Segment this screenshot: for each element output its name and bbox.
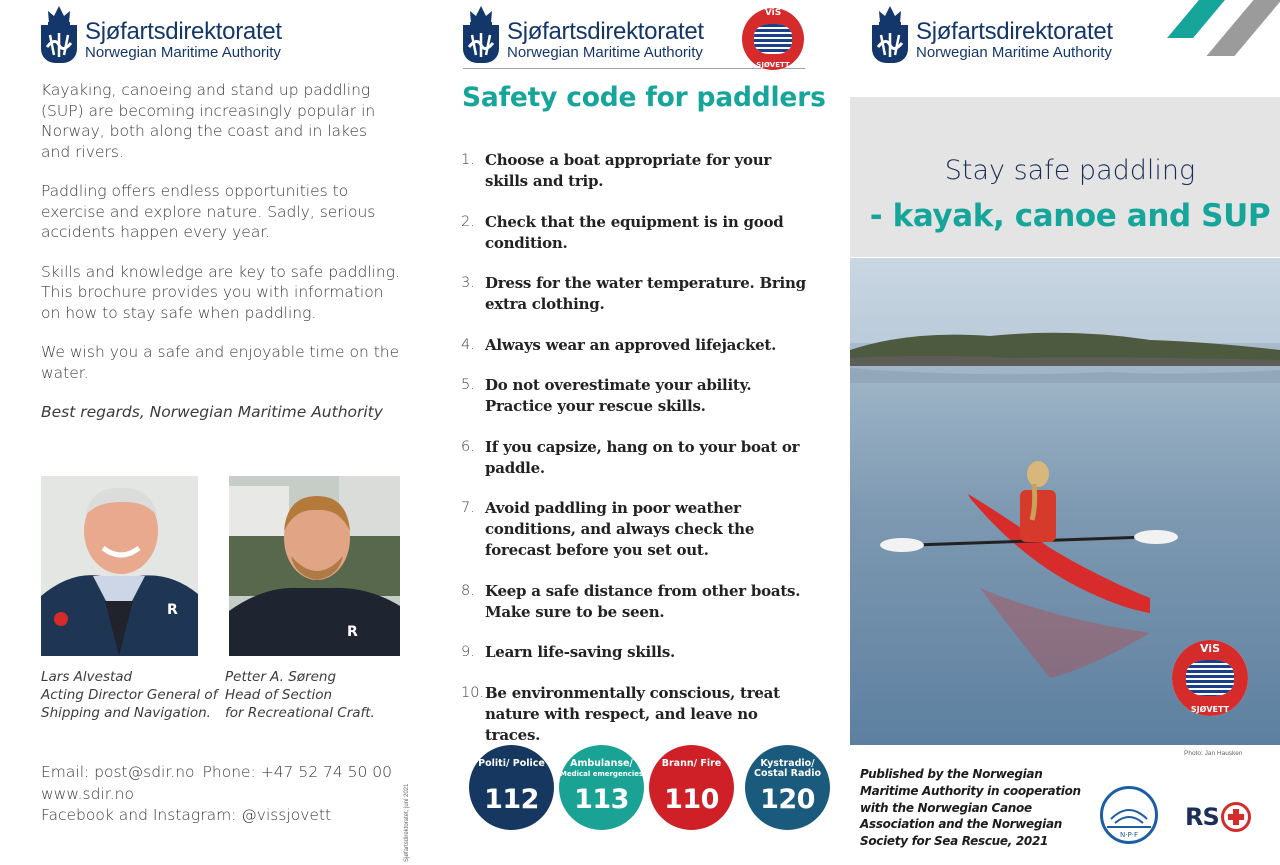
logo-name: Sjøfartsdirektoratet — [85, 18, 282, 45]
item-text: Learn life-saving skills. — [485, 643, 676, 661]
item-number: 4. — [461, 336, 475, 353]
item-text: Choose a boat appropriate for your skills and trip. — [485, 151, 772, 190]
emergency-sublabel: Medical emergencies — [559, 770, 644, 778]
badge-bottom-text: SJØVETT — [756, 61, 790, 69]
print-note: Sjøfartsdirektoratet, juni 2021 — [404, 783, 410, 862]
emergency-label-group — [559, 759, 644, 779]
item-text: Avoid paddling in poor weather conditions, and always check the forecast before you set out. — [485, 499, 755, 559]
list-item — [461, 498, 816, 561]
emergency-number: 120 — [760, 784, 815, 815]
portrait-photo — [41, 476, 198, 656]
logo-name: Sjøfartsdirektoratet — [916, 18, 1113, 45]
maritime-authority-logo — [872, 3, 1113, 63]
waves-icon — [1186, 660, 1234, 696]
emergency-number-coastal-radio[interactable] — [745, 745, 830, 830]
item-text: Check that the equipment is in good condition. — [485, 212, 784, 252]
crest-icon — [872, 3, 908, 63]
contact-web[interactable]: www.sdir.no — [41, 784, 134, 803]
item-text: Keep a safe distance from other boats. Make sure to be seen. — [485, 581, 801, 621]
item-number: 2. — [461, 213, 475, 230]
list-item — [461, 273, 816, 315]
item-number: 6. — [461, 438, 475, 455]
person-name: Lars Alvestad — [41, 669, 133, 685]
emergency-label: Politi/ Police — [478, 758, 545, 769]
logo-subtitle: Norwegian Maritime Authority — [507, 44, 703, 61]
cover-subtitle: - kayak, canoe and SUP — [869, 198, 1271, 234]
list-item — [461, 642, 816, 663]
item-number: 10. — [461, 684, 485, 701]
badge-top-text: ViS — [764, 8, 782, 18]
list-item — [461, 375, 816, 417]
emergency-number: 112 — [484, 784, 539, 815]
intro-paragraph: Kayaking, canoeing and stand up paddling (SUP) are becoming increasingly popular in Norway, both along the coast and in lakes and rivers. — [41, 81, 376, 161]
rescue-society-logo — [1185, 802, 1251, 832]
contact-phone[interactable]: Phone: +47 52 74 50 00 — [202, 763, 393, 781]
cover-title: Stay safe paddling — [944, 155, 1196, 186]
item-number: 1. — [461, 152, 475, 168]
emergency-number: 113 — [574, 784, 629, 815]
list-item — [461, 335, 816, 356]
svg-text:R: R — [167, 602, 178, 618]
item-text: Always wear an approved lifejacket. — [485, 335, 777, 354]
regards-line: Best regards, Norwegian Maritime Authority — [41, 403, 383, 421]
middle-panel — [425, 0, 850, 865]
badge-top-text: ViS — [1199, 642, 1220, 655]
item-number: 3. — [461, 275, 475, 291]
canoe-association-logo — [1100, 786, 1158, 844]
page-title: Safety code for paddlers — [462, 82, 826, 113]
portrait-photo — [229, 476, 400, 656]
safety-code-list — [461, 150, 816, 765]
item-text: If you capsize, hang on to your boat or paddle. — [485, 437, 800, 477]
red-cross-icon — [1221, 802, 1251, 832]
logo-subtitle: Norwegian Maritime Authority — [916, 44, 1112, 61]
list-item — [461, 437, 816, 479]
maritime-authority-logo — [41, 3, 282, 63]
logo-name: Sjøfartsdirektoratet — [507, 18, 704, 45]
list-item — [461, 683, 816, 746]
contact-email[interactable]: Email: post@sdir.no — [41, 763, 195, 781]
person-caption — [225, 668, 415, 722]
svg-text:R: R — [347, 624, 358, 640]
list-item — [461, 581, 816, 623]
emergency-label: Brann/ Fire — [661, 758, 722, 769]
item-number: 9. — [461, 644, 475, 660]
person-name: Petter A. Søreng — [225, 669, 337, 685]
emergency-number-ambulance[interactable] — [559, 745, 644, 830]
item-text: Dress for the water temperature. Bring extra clothing. — [485, 274, 806, 313]
intro-paragraph: We wish you a safe and enjoyable time on the water. — [41, 343, 400, 382]
emergency-label: Kystradio/ Costal Radio — [754, 758, 821, 779]
contact-social[interactable]: Facebook and Instagram: @vissjovett — [41, 806, 332, 824]
emergency-number-police[interactable] — [469, 745, 554, 830]
vis-sjovett-badge — [742, 8, 804, 70]
npf-label: N·P·F — [1120, 831, 1138, 839]
emergency-label: Ambulanse/ — [570, 758, 633, 769]
intro-paragraph: Paddling offers endless opportunities to exercise and explore nature. Sadly, serious accidents happen every year. — [41, 182, 376, 241]
intro-paragraph: Skills and knowledge are key to safe paddling. This brochure provides you with information on how to stay safe when paddling. — [41, 262, 400, 322]
left-panel — [0, 0, 425, 865]
item-number: 8. — [461, 582, 475, 599]
list-item — [461, 150, 816, 192]
maritime-authority-logo — [463, 3, 704, 63]
person-title: Shipping and Navigation. — [41, 705, 211, 721]
list-item — [461, 212, 816, 254]
rs-label: RS — [1185, 803, 1219, 831]
vis-sjovett-badge — [1172, 640, 1248, 716]
crest-icon — [463, 3, 499, 63]
item-number: 5. — [461, 377, 475, 393]
waves-icon — [754, 24, 792, 54]
item-text: Do not overestimate your ability. Practice your rescue skills. — [485, 376, 752, 415]
person-title: Head of Section — [225, 687, 333, 703]
person-title: for Recreational Craft. — [225, 705, 375, 721]
badge-bottom-text: SJØVETT — [1190, 705, 1230, 714]
item-number: 7. — [461, 500, 475, 516]
publisher-note: Published by the Norwegian Maritime Authority in cooperation with the Norwegian Canoe Association and the Norwegian Society for Sea Rescue, 2021 — [860, 767, 1081, 849]
logo-subtitle: Norwegian Maritime Authority — [85, 44, 281, 61]
item-text: Be environmentally conscious, treat nature with respect, and leave no traces. — [485, 683, 780, 744]
person-caption — [41, 668, 221, 722]
photo-credit: Photo: Jan Hausken — [1184, 750, 1243, 757]
emergency-number-fire[interactable] — [649, 745, 734, 830]
contact-info — [41, 762, 400, 827]
intro-text — [41, 80, 401, 442]
crest-icon — [41, 3, 77, 63]
person-title: Acting Director General of — [41, 687, 218, 703]
emergency-number: 110 — [664, 784, 719, 815]
